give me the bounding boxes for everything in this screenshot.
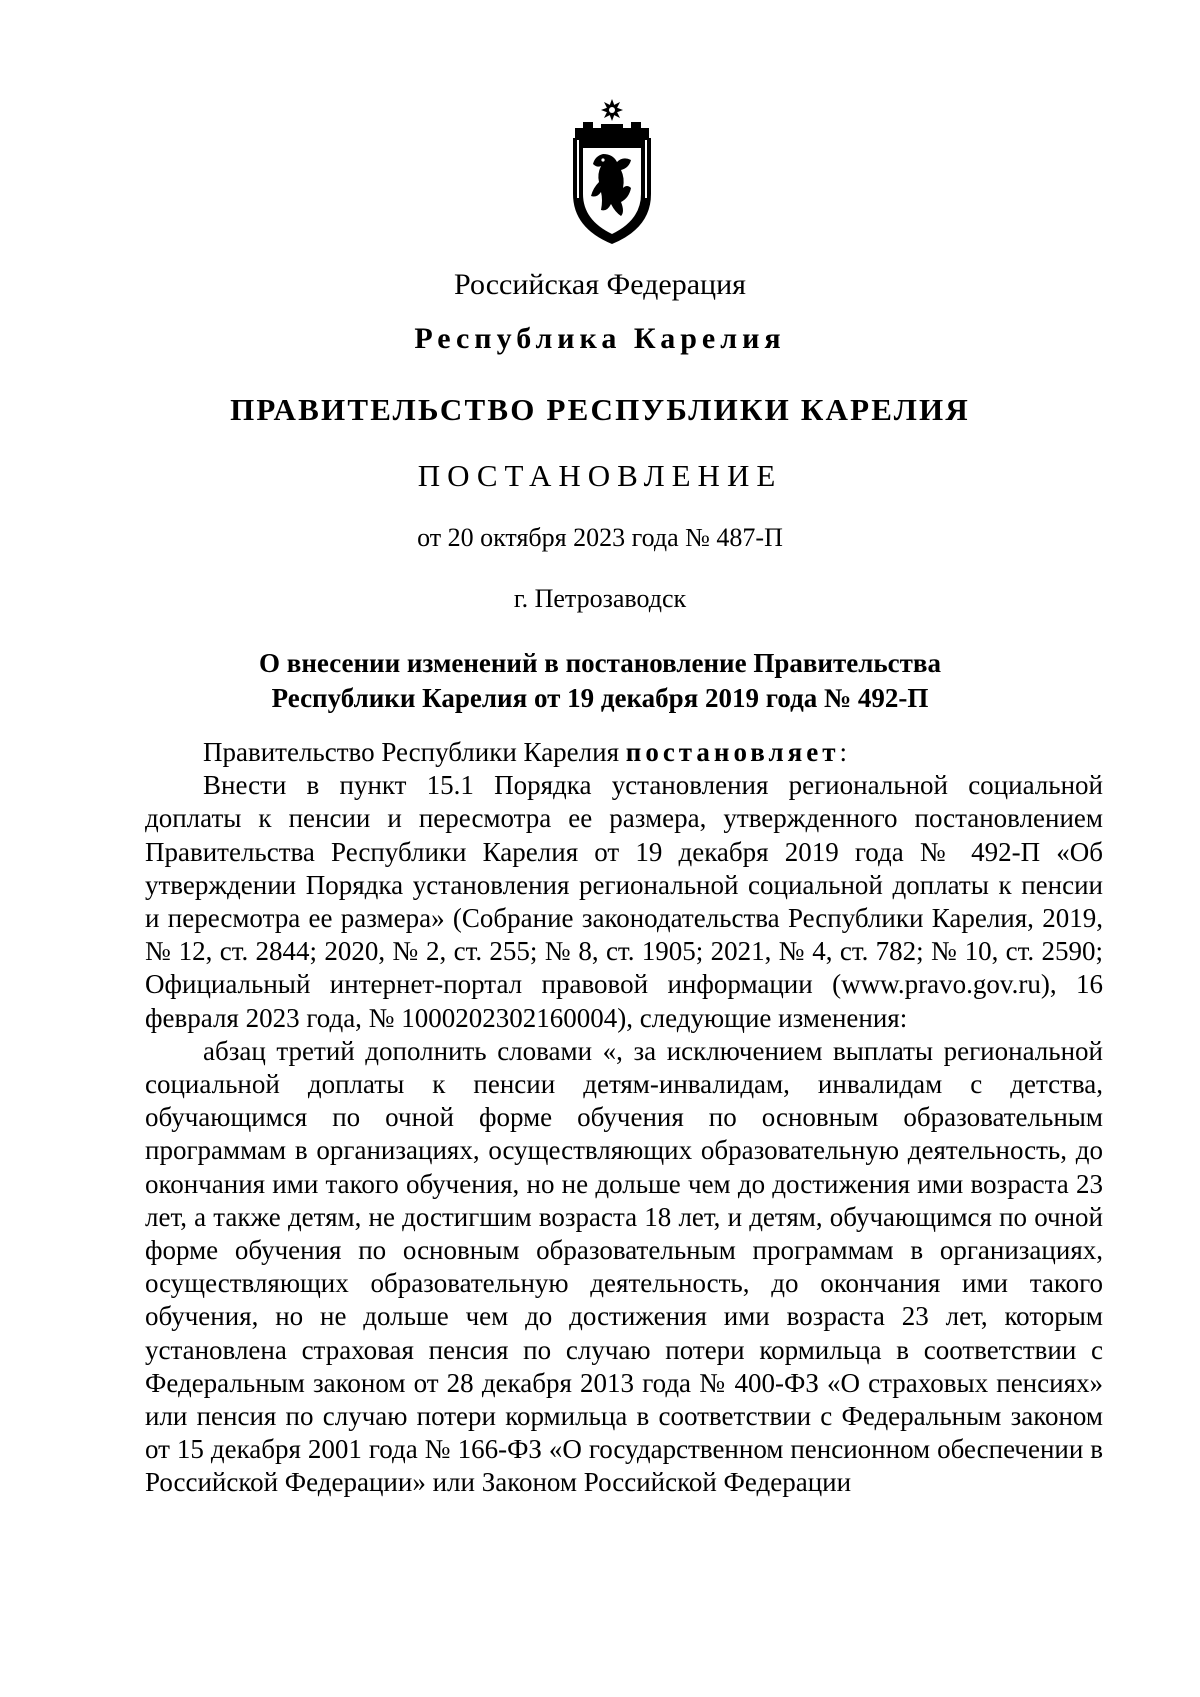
paragraph-1: Внести в пункт 15.1 Порядка установления региональной социальной доплаты к пенсии и пересмотра ее размера, утвержденного постановлением Правительства Республики Карелия от 19 декабря 2019 года № 492-П «Об утверждении Порядка установления региональной социальной доплаты к пенсии и пересмотра ее размера» (Собрание законодательства Республики Карелия, 2019, № 12, ст. 2844; 2020, № 2, ст. 255; № 8, ст. 1905; 2021, № 4, ст. 782; № 10, ст. 2590; Официальный интернет-портал правовой информации (www.pravo.gov.ru), 16 февраля 2023 года, № 1000202302160004), следующие изменения: xyxy=(145,770,1103,1033)
document-city: г. Петрозаводск xyxy=(513,584,687,613)
subject-line-1: О внесении изменений в постановление Правительства xyxy=(259,648,941,678)
government-name: ПРАВИТЕЛЬСТВО РЕСПУБЛИКИ КАРЕЛИЯ xyxy=(230,392,970,427)
subject-line-2: Республики Карелия от 19 декабря 2019 года № 492-П xyxy=(271,683,929,713)
paragraph-2: абзац третий дополнить словами «, за исключением выплаты региональной социальной доплаты к пенсии детям-инвалидам, инвалидам с детства, обучающимся по очной форме обучения по основным образовательным программам в организациях, осуществляющих образовательную деятельность, до окончания ими такого обучения, но не дольше чем до достижения ими возраста 23 лет, а также детям, не достигшим возраста 18 лет, и детям, обучающимся по очной форме обучения по основным образовательным программам в организациях, осуществляющих образовательную деятельность, до окончания ими такого обучения, но не дольше чем до достижения ими возраста 23 лет, которым установлена страховая пенсия по случаю потери кормильца в соответствии с Федеральным законом от 28 декабря 2013 года № 400-ФЗ «О страховых пенсиях» или пенсия по случаю потери кормильца в соответствии с Федеральным законом от 15 декабря 2001 года № 166-ФЗ «О государственном пенсионном обеспечении в Российской Федерации» или Законом Российской Федерации xyxy=(145,1035,1103,1498)
preamble-colon: : xyxy=(839,737,848,767)
document-body xyxy=(145,736,1103,1500)
document-date-number: от 20 октября 2023 года № 487-П xyxy=(417,523,783,552)
coat-of-arms-icon xyxy=(567,98,657,248)
document-subject xyxy=(0,646,1200,716)
federation-name: Российская Федерация xyxy=(454,268,746,301)
republic-name: Республика Карелия xyxy=(414,322,786,355)
document-type: ПОСТАНОВЛЕНИЕ xyxy=(417,458,783,493)
decree-word: постановляет xyxy=(625,737,840,767)
preamble xyxy=(145,736,1103,769)
preamble-text: Правительство Республики Карелия xyxy=(203,737,626,767)
